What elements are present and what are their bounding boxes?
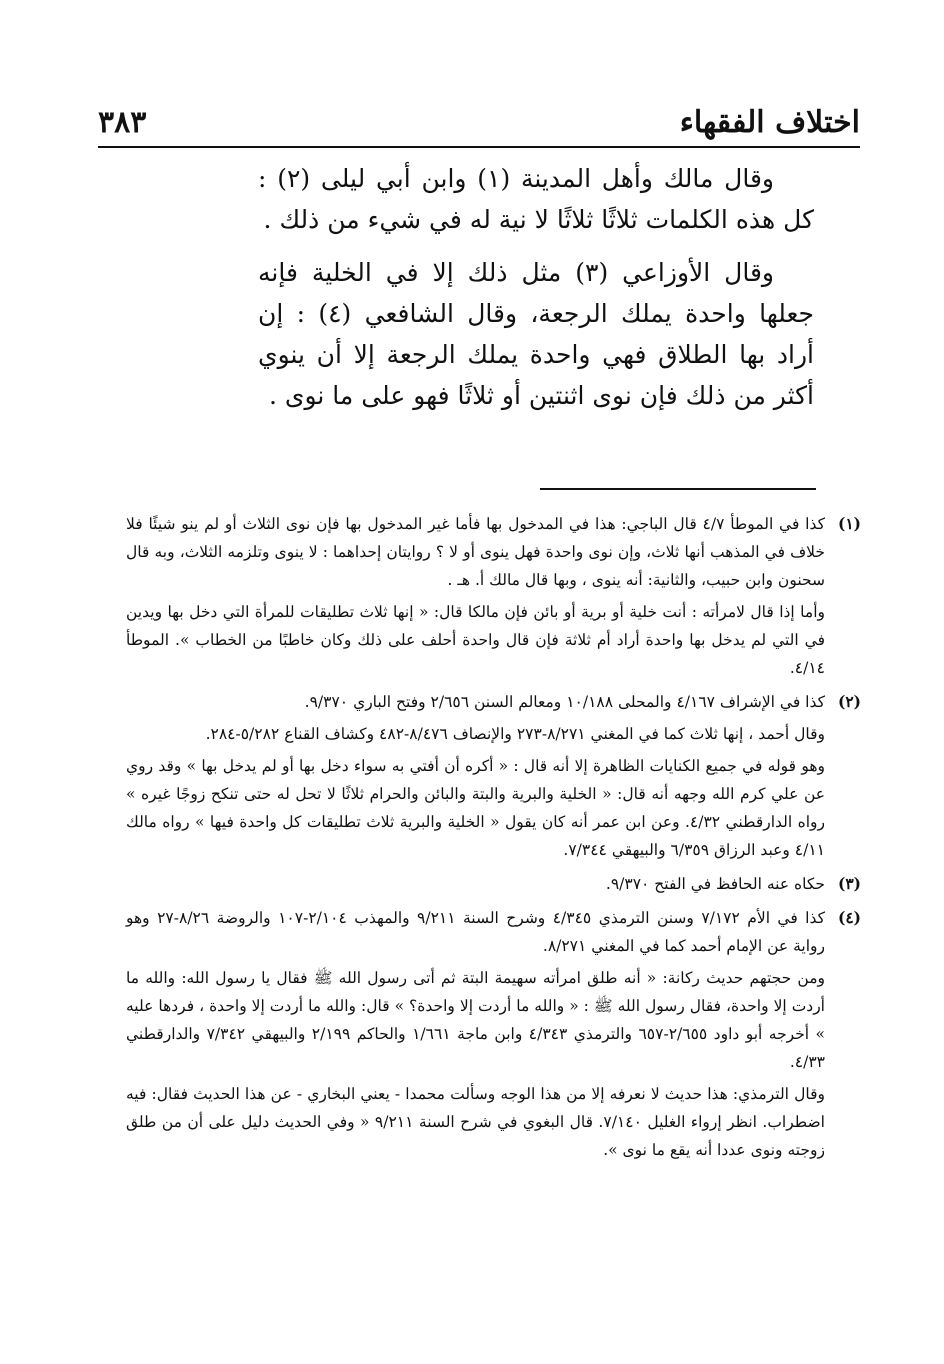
footnote-paragraph: كذا في الأم ٧/١٧٢ وسنن الترمذي ٤/٣٤٥ وشرح السنة ٩/٢١١ والمهذب ٢/١٠٤-١٠٧ والروضة ٨/٢٦-٢٧ وهو رواية عن الإمام أحمد كما في المغني ٨/٢٧١. xyxy=(126,909,826,955)
main-text xyxy=(258,158,814,428)
footnote-number: (٤) xyxy=(837,908,861,927)
footnote-number: (٢) xyxy=(837,692,861,711)
footnote-paragraph: وهو قوله في جميع الكنايات الظاهرة إلا أنه قال : « أكره أن أفتي به سواء دخل بها أو لم يدخل بها » وقد روي عن علي كرم الله وجهه أنه قال: « الخلية والبرية والبتة والبائن والحرام ثلاثًا لا تحل له حتى تنكح زوجًا غيره » رواه الدارقطني ٤/٣٢. وعن ابن عمر أنه كان يقول « الخلية والبرية ثلاث تطليقات كل واحدة فيها » رواه مالك ٤/١١ وعبد الرزاق ٦/٣٥٩ والبيهقي ٧/٣٤٤. xyxy=(126,757,825,859)
footnote-paragraph: ومن حجتهم حديث ركانة: « أنه طلق امرأته سهيمة البتة ثم أتى رسول الله ﷺ فقال يا رسول الله: والله ما أردت إلا واحدة، فقال رسول الله ﷺ : « والله ما أردت إلا واحدة؟ » قال: والله ما أردت إلا واحدة ، فردها عليه » أخرجه أبو داود ٢/٦٥٥-٦٥٧ والترمذي ٤/٣٤٣ وابن ماجة ١/٦٦١ والحاكم ٢/١٩٩ والبيهقي ٧/٣٤٢ والدارقطني ٤/٣٣. xyxy=(126,969,826,1071)
header-rule xyxy=(98,146,860,148)
footnote-number: (١) xyxy=(837,514,861,533)
footnote-4 xyxy=(126,904,861,1168)
footnote-body xyxy=(126,904,825,1168)
main-paragraph: وقال الأوزاعي (٣) مثل ذلك إلا في الخلية فإنه جعلها واحدة يملك الرجعة، وقال الشافعي (٤) : إن أراد بها الطلاق فهي واحدة يملك الرجعة إلا أن ينوي أكثر من ذلك فإن نوى اثنتين أو ثلاثًا فهو على ما نوى . xyxy=(258,258,815,410)
footnote-number: (٣) xyxy=(837,874,861,893)
footnote-3 xyxy=(126,870,861,902)
page-header xyxy=(98,88,860,138)
footnote-paragraph: كذا في الإشراف ٤/١٦٧ والمحلى ١٠/١٨٨ ومعالم السنن ٢/٦٥٦ وفتح الباري ٩/٣٧٠. xyxy=(304,693,825,711)
footnote-body xyxy=(126,510,825,686)
page-number: ٣٨٣ xyxy=(98,105,147,140)
footnote-paragraph: وقال الترمذي: هذا حديث لا نعرفه إلا من هذا الوجه وسألت محمدا - يعني البخاري - عن هذا الحديث فقال: فيه اضطراب. انظر إرواء الغليل ٧/١٤٠. قال البغوي في شرح السنة ٩/٢١١ « وفي الحديث دليل على أن من طلق زوجته ونوى عددا أنه يقع ما نوى ». xyxy=(126,1085,825,1159)
main-paragraph: وقال مالك وأهل المدينة (١) وابن أبي ليلى (٢) : كل هذه الكلمات ثلاثًا ثلاثًا لا نية له في شيء من ذلك . xyxy=(258,164,814,234)
footnote-body xyxy=(126,688,825,868)
footnote-paragraph: كذا في الموطأ ٤/٧ قال الباجي: هذا في المدخول بها فأما غير المدخول بها فإن نوى الثلاث أو لم ينو شيئًا فلا خلاف في المذهب أنها ثلاث، وإن نوى واحدة فهل ينوى أو لا ؟ روايتان إحداهما : لا ينوى وتلزمه الثلاث، وبه قال سحنون وابن حبيب، والثانية: أنه ينوى ، وبها قال مالك أ. هـ . xyxy=(126,515,825,589)
running-title: اختلاف الفقهاء xyxy=(679,105,860,140)
footnote-1 xyxy=(126,510,861,686)
footnotes xyxy=(126,510,861,1170)
footnote-paragraph: وقال أحمد ، إنها ثلاث كما في المغني ٨/٢٧١-٢٧٣ والإنصاف ٨/٤٧٦-٤٨٢ وكشاف القناع ٥/٢٨٢-٢٨٤. xyxy=(205,725,825,743)
footnote-paragraph: وأما إذا قال لامرأته : أنت خلية أو برية أو بائن فإن مالكا قال: « إنها ثلاث تطليقات للمرأة التي دخل بها ويدين في التي لم يدخل بها واحدة أراد أم ثلاثة فإن قال واحدة أحلف على ذلك وكان خاطبًا من الخطاب ». الموطأ ٤/١٤. xyxy=(126,603,825,677)
footnote-2 xyxy=(126,688,861,868)
footnote-paragraph: حكاه عنه الحافظ في الفتح ٩/٣٧٠. xyxy=(605,875,825,893)
footnote-separator xyxy=(540,488,816,490)
footnote-body xyxy=(126,870,825,902)
